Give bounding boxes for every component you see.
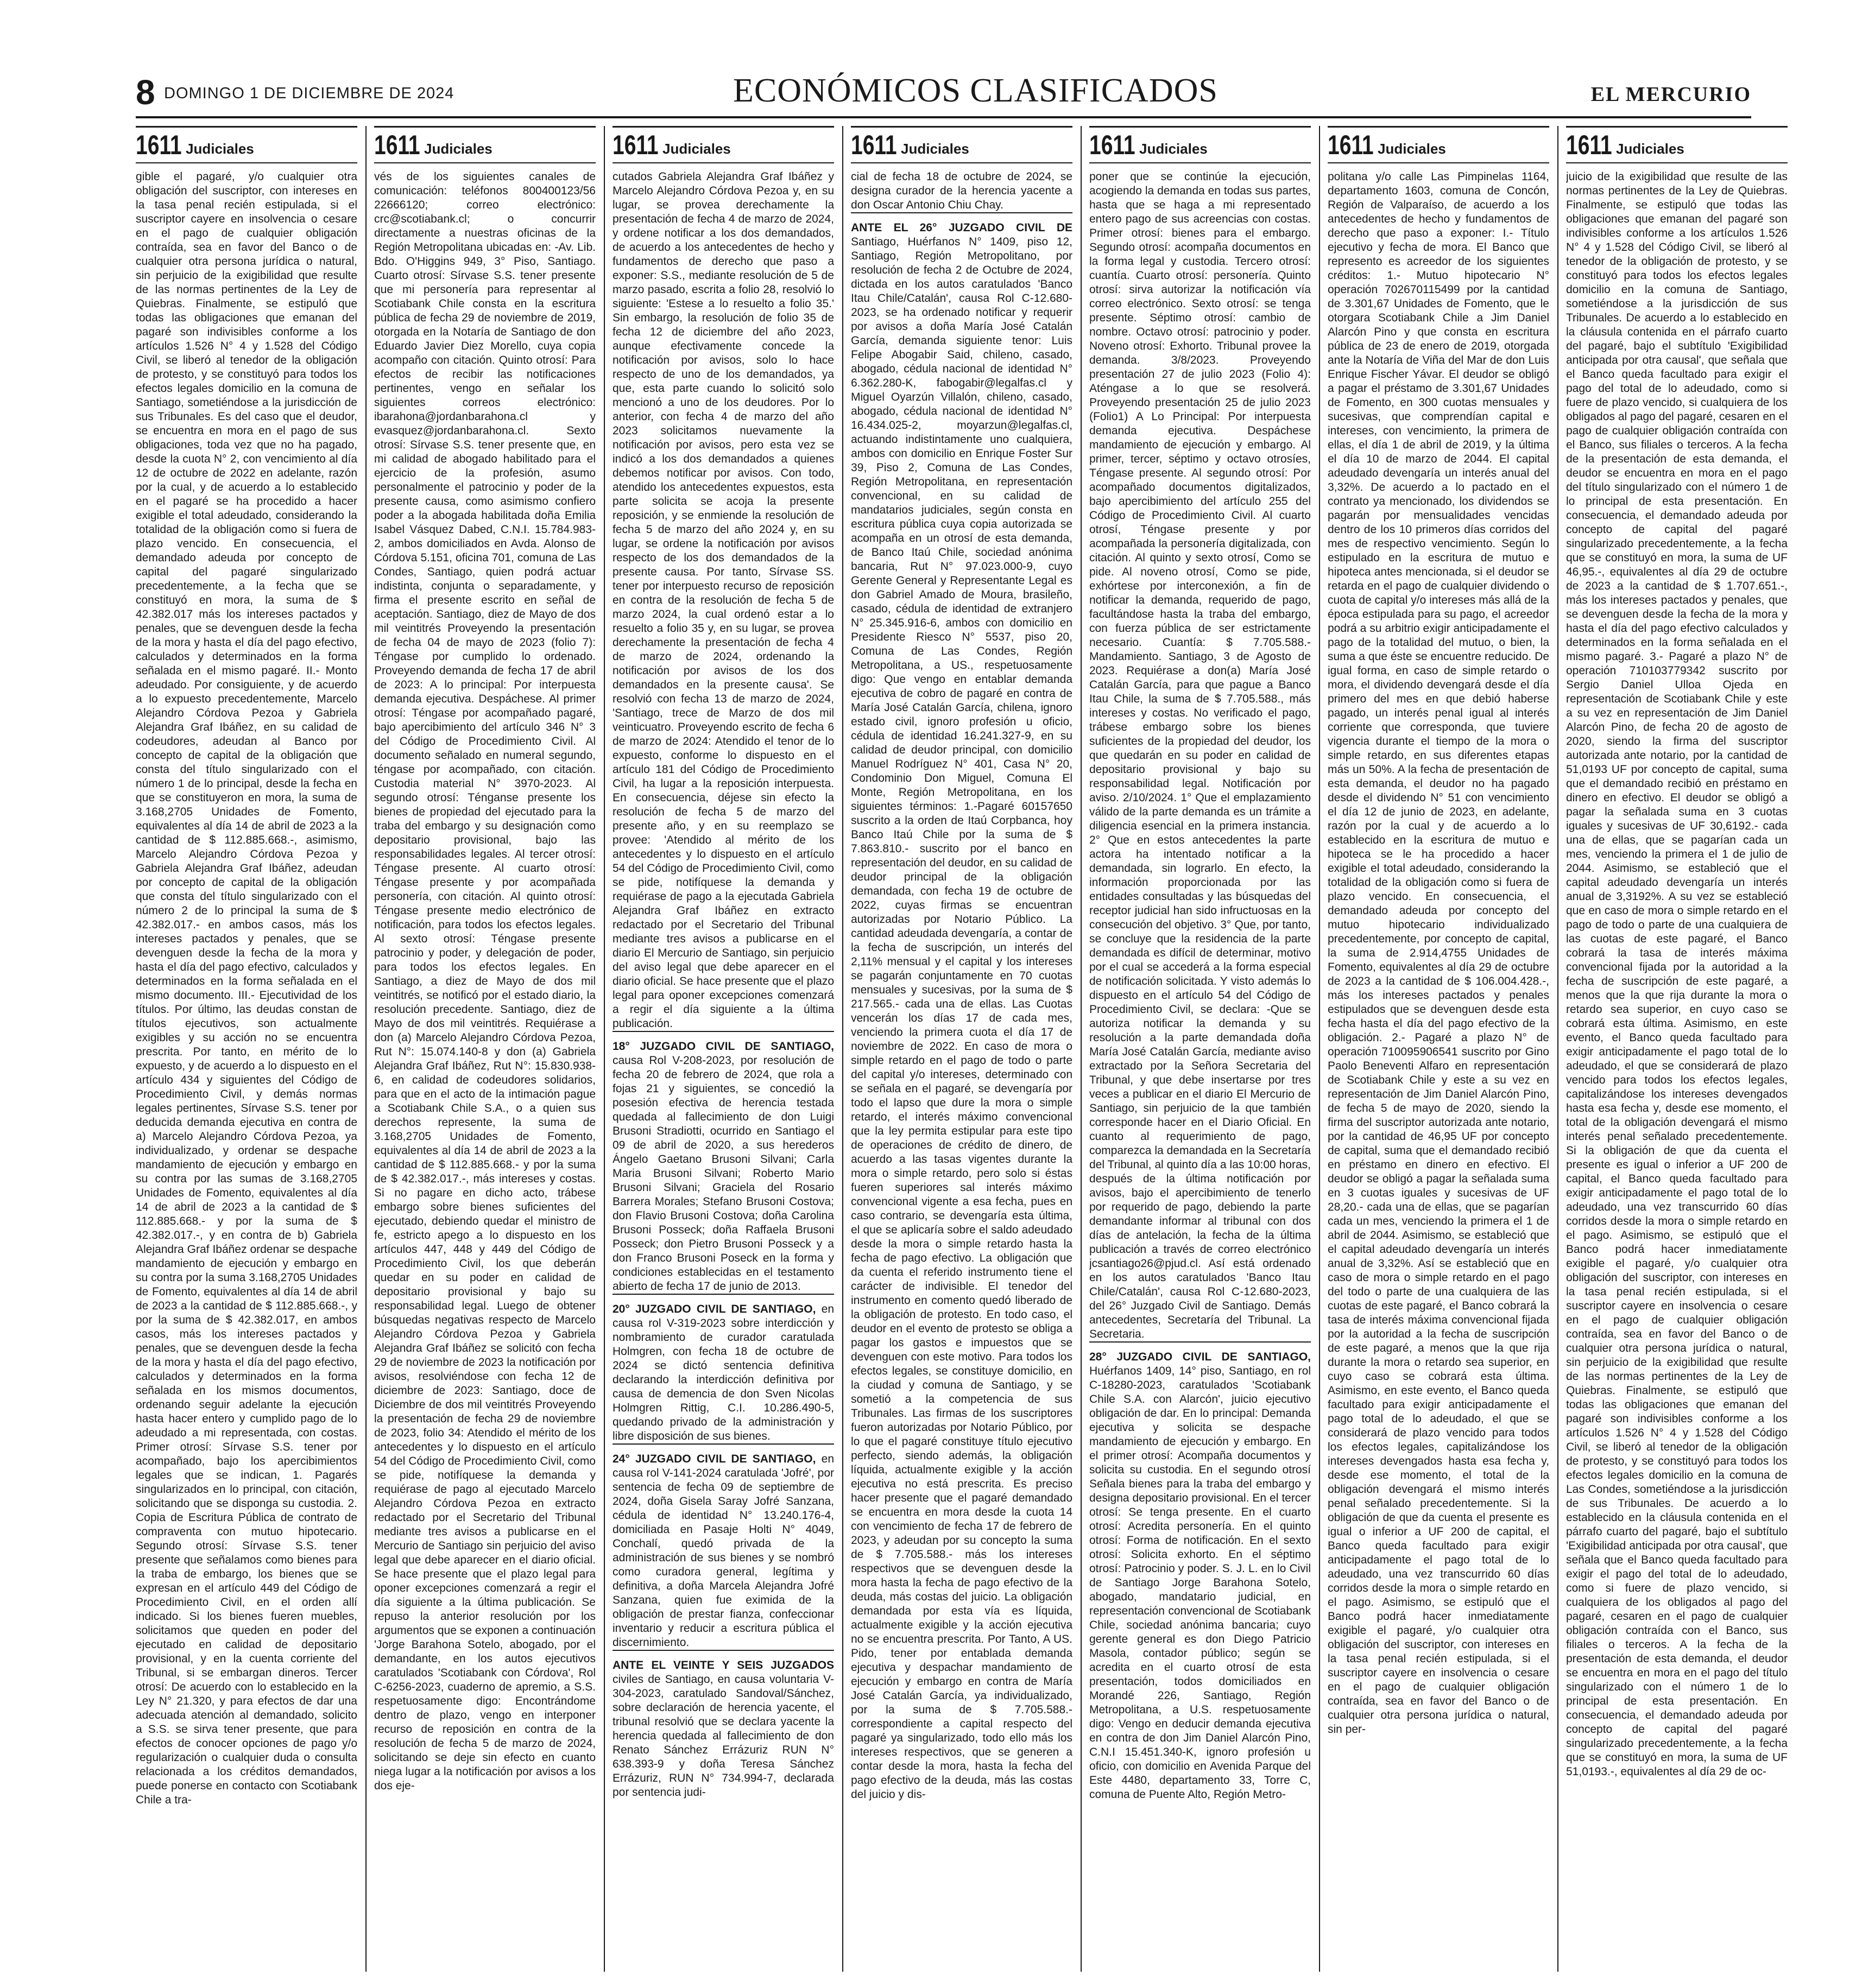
notice-text: poner que se continúe la ejecución, acogiendo la demanda en todas sus partes, hasta que se haga a mi representado entero pago de sus acreencias con costas. Primer otrosí: bienes para el embargo. Segundo otrosí: acompaña documentos en la forma legal y custodia. Tercero otrosí: cuantía. Cuarto otrosí: personería. Quinto otrosí: sirva autorizar la notificación vía correo electrónico. Sexto otrosí: se tenga presente. Séptimo otrosí: cambio de nombre. Octavo otrosí: patrocinio y poder. Noveno otrosí: Exhorto. Tribunal provee la demanda. 3/8/2023. Proveyendo presentación 27 de julio 2023 (Folio 4): Aténgase a lo que se resolverá. Proveyendo presentación 25 de julio 2023 (Folio1) A Lo Principal: Por interpuesta demanda ejecutiva. Despáchese mandamiento de ejecución y embargo. Al primer, tercer, séptimo y octavo otrosíes, Téngase presente. Al segundo otrosí: Por acompañado documentos digitalizados, bajo apercibimiento del artículo 255 del Código de Procedimiento Civil. Al cuarto otrosí, Téngase presente y por acompañada la personería digitalizada, con citación. Al quinto y sexto otrosí, Como se pide. Al noveno otrosí, Como se pide, exhórtese por interconexión, a fin de notificar la demanda, requerido de pago, facultándose hasta la traba del embargo, con fuerza pública de ser estrictamente necesario. Cuantía: $ 7.705.588.- Mandamiento. Santiago, 3 de Agosto de 2023. Requiérase a don(a) María José Catalán García, para que pague a Banco Itau Chile, la suma de $ 7.705.588., más intereses y costas. No verificado el pago, trábese embargo sobre los bienes suficientes de la propiedad del deudor, los que quedarán en su poder en calidad de depositario provisional y bajo su responsabilidad legal. Notificación por aviso. 2/10/2024. 1° Que el emplazamiento válido de la parte demanda es un trámite a diligencia esencial en la primera instancia. 2° Que en estos antecedentes la parte actora ha intentado notificar a la demandada, sin lograrlo. En efecto, la información proporcionada por las entidades consultadas y las búsquedas del receptor judicial han sido infructuosas en la consecución del objetivo. 3° Que, por tanto, se concluye que la residencia de la parte demandada es difícil de determinar, motivo por el cual se accederá a la forma especial de notificación solicitada. Y visto además lo dispuesto en el artículo 54 del Código de Procedimiento Civil, se declara: -Que se autoriza notificar la demanda y su resolución a la parte demandada doña María José Catalán García, mediante aviso extractado por la Señora Secretaria del Tribunal, y que debe insertarse por tres veces a publicar en el diario El Mercurio de Santiago, sin perjuicio de la que también corresponde hacer en el Diario Oficial. En cuanto al requerimiento de pago, comparezca la demandada en la Secretaría del Tribunal, al quinto día a las 10:00 horas, después de la última notificación por avisos, bajo el apercibimiento de tenerlo por requerido de pago, debiendo la parte demandante informar al tribunal con dos días de antelación, la fecha de la última publicación a través de correo electrónico jcsantiago26@pjud.cl. Así está ordenado en los autos caratulados 'Banco Itau Chile/Catalán', causa Rol C-12.680-2023, del 26° Juzgado Civil de Santiago. Demás antecedentes, Secretaría del Tribunal. La Secretaria. bbox=[1089, 170, 1311, 1340]
notice-heading: 24° JUZGADO CIVIL DE SANTIAGO, bbox=[613, 1453, 816, 1465]
legal-notice bbox=[1566, 170, 1788, 1779]
column-header bbox=[1328, 126, 1549, 163]
column-body bbox=[1089, 170, 1311, 1802]
notice-text: politana y/o calle Las Pimpinelas 1164, departamento 1603, comuna de Concón, Región de Valparaíso, de acuerdo a los antecedentes de hecho y fundamentos de derecho que paso a exponer: I.- Título ejecutivo y fecha de mora. El Banco que represento es acreedor de los siguientes créditos: 1.- Mutuo hipotecario N° operación 702670115499 por la cantidad de 3.301,67 Unidades de Fomento, que le otorgara Scotiabank Chile a Jim Daniel Alarcón Pino y que consta en escritura pública de 23 de enero de 2019, otorgada ante la Notaría de Viña del Mar de don Luis Enrique Fischer Yávar. El deudor se obligó a pagar el préstamo de 3.301,67 Unidades de Fomento, en 300 cuotas mensuales y sucesivas, que comprendían capital e intereses, con vencimiento, la primera de ellas, el día 1 de abril de 2019, y la última el día 10 de marzo de 2044. El capital adeudado devengaría un interés anual del 3,32%. De acuerdo a lo pactado en el contrato ya mencionado, los dividendos se pagarán por mensualidades vencidas dentro de los 10 primeros días corridos del mes de respectivo vencimiento. Según lo estipulado en la escritura de mutuo e hipoteca antes mencionada, si el deudor se retarda en el pago de cualquier dividendo o cuota de capital y/o intereses más allá de la época estipulada para su pago, el acreedor podrá a su arbitrio exigir anticipadamente el pago de la totalidad del mutuo, o bien, la suma a que éste se encuentre reducido. De igual forma, en caso de simple retardo o mora, el dividendo devengará desde el día primero del mes en que debió haberse pagado, un interés penal igual al interés corriente que corresponda, que tuviere vigencia durante el tiempo de la mora o simple retardo, en sus diferentes etapas más un 50%. A la fecha de presentación de esta demanda, el deudor no ha pagado desde el dividendo N° 51 con vencimiento el día 12 de junio de 2023, en adelante, razón por la cual y de acuerdo a lo establecido en la escritura de mutuo e hipoteca se le ha procedido a hacer exigible el total adeudado, considerando la totalidad de la obligación como si fuera de plazo vencido. En consecuencia, el demandado adeuda por concepto del mutuo hipotecario individualizado precedentemente, por concepto de capital, la suma de 2.914,4755 Unidades de Fomento, equivalentes al día 29 de octubre de 2023 a la cantidad de $ 106.004.428.-, más los intereses pactados y penales estipulados que se devenguen desde esta fecha hasta el día del pago efectivo de la obligación. 2.- Pagaré a plazo N° de operación 710095906541 suscrito por Gino Paolo Beneventi Alfaro en representación de Scotiabank Chile y este a su vez en representación de Jim Daniel Alarcón Pino, de fecha 5 de mayo de 2020, siendo la firma del suscriptor autorizada ante notario, por la cantidad de 46,95 UF por concepto de capital, suma que el demandado recibió en préstamo en dinero en efectivo. El deudor se obligó a pagar la señalada suma en 3 cuotas iguales y sucesivas de UF 28,20.- cada una de ellas, que se pagarían cada un mes, venciendo la primera el 1 de abril de 2044. Asimismo, se estableció que el capital adeudado devengaría un interés anual de 3,32%. Así se estableció que en caso de mora o simple retardo en el pago del todo o parte de una cualquiera de las cuotas de este pagaré, el Banco cobrará la tasa de interés máxima convencional fijada por la autoridad a la fecha de suscripción de este pagaré, a menos que la que rija durante la mora o retardo sea superior, en cuyo caso se cobrará esta última. Asimismo, en este evento, el Banco queda facultado para exigir anticipadamente el pago total de lo adeudado, el que se considerará de plazo vencido para todos los efectos legales, capitalizándose los intereses devengados hasta esa fecha y, desde ese momento, el total de la obligación devengará el mismo interés penal señalado precedentemente. Si la obligación de que da cuenta el presente es igual o inferior a UF 200 de capital, el Banco queda facultado para exigir anticipadamente el pago total de lo adeudado, una vez transcurrido 60 días corridos desde la mora o simple retardo en el pago. Asimismo, se estipuló que el Banco podrá hacer inmediatamente exigible el pagaré, y/o cualquier otra obligación del suscriptor, con intereses en la tasa penal recién estipulada, si el suscriptor cayere en insolvencia o cesare en el pago de cualquier obligación contraída, sea en favor del Banco o de cualquier otra persona jurídica o natural, sin per- bbox=[1328, 170, 1549, 1736]
section-label: Judiciales bbox=[186, 141, 254, 157]
section-label: Judiciales bbox=[1616, 141, 1684, 157]
section-code: 1611 bbox=[851, 130, 897, 160]
section-title: ECONÓMICOS CLASIFICADOS bbox=[733, 72, 1218, 109]
column-divider bbox=[1557, 126, 1558, 1972]
notice-text: cial de fecha 18 de octubre de 2024, se designa curador de la herencia yacente a don Oscar Antonio Chiu Chay. bbox=[851, 170, 1072, 211]
legal-notice bbox=[851, 170, 1072, 212]
legal-notice bbox=[136, 170, 357, 1807]
section-code: 1611 bbox=[1089, 130, 1135, 160]
legal-notice bbox=[1328, 170, 1549, 1737]
legal-notice bbox=[1089, 1341, 1311, 1802]
notice-text: cutados Gabriela Alejandra Graf Ibáñez y Marcelo Alejandro Córdova Pezoa y, en su lugar, se provea derechamente la presentación de fecha 4 de marzo de 2024, y ordene notificar a los dos demandados, de acuerdo a los antecedentes de hecho y fundamentos de derecho que paso a exponer: S.S., mediante resolución de 5 de marzo pasado, escrita a folio 28, resolvió lo siguiente: 'Estese a lo resuelto a folio 35.' Sin embargo, la resolución de folio 35 de fecha 12 de diciembre del año 2023, aunque efectivamente concede la notificación por avisos, solo lo hace respecto de uno de los demandados, ya que, esta parte cuando lo solicitó solo mencionó a uno de los deudores. Por lo anterior, con fecha 4 de marzo del año 2023 solicitamos nuevamente la notificación por avisos, pero esta vez se indicó a los dos demandados a quienes debemos notificar por avisos. Con todo, atendido los antecedentes expuestos, esta parte solicita se acoja la presente reposición, y se enmiende la resolución de fecha 5 de marzo del año 2024 y, en su lugar, se ordene la notificación por avisos respecto de los dos demandados de la presente causa. Por tanto, Sírvase SS. tener por interpuesto recurso de reposición en contra de la resolución de fecha 5 de marzo 2024, la cual ordenó estar a lo resuelto a folio 35 y, en su lugar, se provea derechamente la presentación de fecha 4 de marzo de 2024, ordenando la notificación por avisos de los dos demandados en la presente causa'. Se resolvió con fecha 13 de marzo de 2024, 'Santiago, trece de Marzo de dos mil veinticuatro. Proveyendo escrito de fecha 6 de marzo de 2024: Atendido el tenor de lo expuesto, conforme lo dispuesto en el artículo 181 del Código de Procedimiento Civil, ha lugar a la reposición interpuesta. En consecuencia, déjese sin efecto la resolución de fecha 5 de marzo del presente año, y en su reemplazo se provee: 'Atendido al mérito de los antecedentes y lo dispuesto en el artículo 54 del Código de Procedimiento Civil, como se pide, notifíquese la demanda y requiérase de pago a la ejecutada Gabriela Alejandra Graf Ibáñez en extracto redactado por el Secretario del Tribunal mediante tres avisos a publicarse en el diario El Mercurio de Santiago, sin perjuicio del aviso legal que debe aparecer en el diario oficial. Se hace presente que el plazo legal para oponer excepciones comenzará a regir el día siguiente a la última publicación. bbox=[613, 170, 834, 1030]
column-body bbox=[851, 170, 1072, 1802]
section-code: 1611 bbox=[1328, 130, 1374, 160]
notice-heading: ANTE EL 26° JUZGADO CIVIL DE bbox=[851, 221, 1072, 234]
classified-column bbox=[613, 126, 834, 1972]
notice-text: causa Rol V-208-2023, por resolución de fecha 20 de febrero de 2024, que rola a fojas 21 y siguientes, se concedió la posesión efectiva de herencia testada quedada al fallecimiento de don Luigi Brusoni Stradiotti, ocurrido en Santiago el 09 de abril de 2020, a sus herederos Ángelo Gaetano Brusoni Silvani; Carla Maria Brusoni Silvani; Roberto Mario Brusoni Silvani; Graciela del Rosario Barrera Morales; Stefano Brusoni Costova; don Flavio Brusoni Costova; doña Carolina Brusoni Posseck; doña Raffaela Brusoni Posseck; don Pietro Brusoni Posseck y a don Franco Brusoni Poseck en la forma y condiciones establecidas en el testamento abierto de fecha 17 de junio de 2013. bbox=[613, 1054, 834, 1293]
notice-heading: 20° JUZGADO CIVIL DE SANTIAGO, bbox=[613, 1303, 816, 1315]
legal-notice bbox=[1089, 170, 1311, 1341]
section-label: Judiciales bbox=[1378, 141, 1446, 157]
page-number: 8 bbox=[136, 73, 155, 112]
notice-text: en causa rol V-319-2023 sobre interdicción y nombramiento de curador caratulada Holmgren, con fecha 18 de octubre de 2024 se dictó sentencia definitiva declarando la interdicción definitiva por causa de demencia de don Sven Nicolas Holmgren Rittig, C.I. 10.286.490-5, quedando privado de la administración y libre disposición de sus bienes. bbox=[613, 1303, 834, 1442]
notice-text: Santiago, Huérfanos N° 1409, piso 12, Santiago, Región Metropolitano, por resolución de fecha 2 de Octubre de 2024, dictada en los autos caratulados 'Banco Itau Chile/Catalán', causa Rol C-12.680-2023, se ha ordenado notificar y requerir por avisos a doña María José Catalán García, demanda siguiente tenor: Luis Felipe Abogabir Said, chileno, casado, abogado, cédula nacional de identidad N° 6.362.280-K, fabogabir@legalfas.cl y Miguel Oyarzún Villalón, chileno, casado, abogado, cédula nacional de identidad N° 16.434.025-2, moyarzun@legalfas.cl, actuando indistintamente uno cualquiera, ambos con domicilio en Enrique Foster Sur 39, Piso 2, Comuna de Las Condes, Región Metropolitana, en representación convencional, en su calidad de mandatarios judiciales, según consta en escritura pública cuya copia autorizada se acompaña en un otrosí de esta demanda, de Banco Itaú Chile, sociedad anónima bancaria, Rut N° 97.023.000-9, cuyo Gerente General y Representante Legal es don Gabriel Amado de Moura, brasileño, casado, cédula de identidad de extranjero N° 25.345.916-6, ambos con domicilio en Presidente Riesco N° 5537, piso 20, Comuna de Las Condes, Región Metropolitana, a US., respetuosamente digo: Que vengo en entablar demanda ejecutiva de cobro de pagaré en contra de María José Catalán García, chilena, ignoro estado civil, ignoro profesión u oficio, cédula de identidad 16.241.327-9, en su calidad de deudor principal, con domicilio Manuel Rodríguez N° 401, Casa N° 20, Condominio Don Miguel, Comuna El Monte, Región Metropolitana, en los siguientes términos: 1.-Pagaré 60157650 suscrito a la orden de Itaú Corpbanca, hoy Banco Itaú Chile por la suma de $ 7.863.810.- suscrito por el banco en representación del deudor, en su calidad de deudor principal de la obligación demandada, con fecha 19 de octubre de 2022, cuyas firmas se encuentran autorizadas por Notario Público. La cantidad adeudada devengaría, a contar de la fecha de suscripción, un interés del 2,11% mensual y el capital y los intereses se pagarán conjuntamente en 70 cuotas mensuales y sucesivas, por la suma de $ 217.565.- cada una de ellas. Las Cuotas vencerán los días 17 de cada mes, venciendo la primera cuota el día 17 de noviembre de 2022. En caso de mora o simple retardo en el pago de todo o parte del capital y/o intereses, determinado con se señala en el pagaré, se devengaría por todo el lapso que dure la mora o simple retardo, el interés máximo convencional que la ley permita estipular para este tipo de operaciones de crédito de dinero, de acuerdo a las tasas vigentes durante la mora o simple retardo, pero solo si éstas fueren superiores sal interés máximo convencional vigente a esa fecha, pues en caso contrario, se devengaría esta última, el que se aplicaría sobre el saldo adeudado desde la mora o simple retardo hasta la fecha de pago efectivo. La obligación que da cuenta el referido instrumento tiene el carácter de indivisible. El tenedor del instrumento en comento quedó liberado de la obligación de protesto. En todo caso, el deudor en el evento de protesto se obliga a pagar los gastos e impuestos que se devenguen con este motivo. Para todos los efectos legales, se constituye domicilio, en la ciudad y comuna de Santiago, y se sometió a la competencia de sus Tribunales. Las firmas de los suscriptores fueron autorizadas por Notario Público, por lo que el pagaré constituye título ejecutivo perfecto, siendo además, la obligación líquida, actualmente exigible y la acción ejecutiva no está prescrita. Es preciso hacer presente que el pagaré demandado se encuentra en mora desde la cuota 14 con vencimiento de fecha 17 de febrero de 2023, y adeudan por su concepto la suma de $ 7.705.588.- más los intereses respectivos que se devenguen desde la mora hasta la fecha de pago efectivo de la deuda, más costas del juicio. La obligación demandada por esta vía es líquida, actualmente exigible y la acción ejecutiva no se encuentra prescrita. Por Tanto, A US. Pido, tener por entablada demanda ejecutiva y despachar mandamiento de ejecución y embargo en contra de María José Catalán García, ya individualizado, por la suma de $ 7.705.588.- correspondiente a capital respecto del pagaré ya singularizado, todo ello más los intereses respectivos, que se generen a contar desde la mora, hasta la fecha del pago efectivo de la deuda, más las costas del juicio y dis- bbox=[851, 236, 1072, 1801]
section-code: 1611 bbox=[374, 130, 420, 160]
column-header bbox=[1089, 126, 1311, 163]
legal-notice bbox=[613, 1650, 834, 1800]
classified-column bbox=[374, 126, 596, 1972]
column-header bbox=[374, 126, 596, 163]
column-divider bbox=[604, 126, 605, 1972]
legal-notice bbox=[613, 1294, 834, 1443]
classified-column bbox=[1566, 126, 1788, 1972]
section-code: 1611 bbox=[136, 130, 182, 160]
classified-column bbox=[1328, 126, 1549, 1972]
notice-text: vés de los siguientes canales de comunicación: teléfonos 800400123/56 22666120; correo electrónico: crc@scotiabank.cl; o concurrir directamente a nuestras oficinas de la Región Metropolitana ubicadas en: -Av. Lib. Bdo. O'Higgins 949, 3° Piso, Santiago. Cuarto otrosí: Sírvase S.S. tener presente que mi personería para representar al Scotiabank Chile consta en la escritura pública de fecha 29 de noviembre de 2019, otorgada en la Notaría de Santiago de don Eduardo Javier Diez Morello, cuya copia acompaño con citación. Quinto otrosí: Para efectos de recibir las notificaciones pertinentes, vengo en señalar los siguientes correos electrónico: ibarahona@jordanbarahona.cl y evasquez@jordanbarahona.cl. Sexto otrosí: Sírvase S.S. tener presente que, en mi calidad de abogado habilitado para el ejercicio de la profesión, asumo personalmente el patrocinio y poder de la presente causa, como asimismo confiero poder a la abogada habilitada doña Emilia Isabel Vásquez Dabed, C.N.I. 15.784.983-2, ambos domiciliados en Avda. Alonso de Córdova 5.151, oficina 701, comuna de Las Condes, Santiago, quien podrá actuar indistinta, conjunta o separadamente, y firma el presente escrito en señal de aceptación. Santiago, diez de Mayo de dos mil veintitrés Proveyendo la presentación de fecha 04 de mayo de 2023 (folio 7): Téngase por cumplido lo ordenado. Proveyendo demanda de fecha 17 de abril de 2023: A lo principal: Por interpuesta demanda ejecutiva. Despáchese. Al primer otrosí: Téngase por acompañado pagaré, bajo apercibimiento del artículo 346 N° 3 del Código de Procedimiento Civil. Al documento señalado en numeral segundo, téngase por acompañado, con citación. Custodia material N° 3970-2023. Al segundo otrosí: Ténganse presente los bienes de propiedad del ejecutado para la traba del embargo y su designación como depositario provisional, bajo las responsabilidades legales. Al tercer otrosí: Téngase presente. Al cuarto otrosí: Téngase presente y por acompañada personería, con citación. Al quinto otrosí: Téngase presente medio electrónico de notificación, para todos los efectos legales. Al sexto otrosí: Téngase presente patrocinio y poder, y delegación de poder, para todos los efectos legales. En Santiago, a diez de Mayo de dos mil veintitrés, se notificó por el estado diario, la resolución precedente. Santiago, diez de Mayo de dos mil veintitrés. Requiérase a don (a) Marcelo Alejandro Córdova Pezoa, Rut N°: 15.074.140-8 y don (a) Gabriela Alejandra Graf Ibáñez, Rut N°: 15.830.938-6, en calidad de codeudores solidarios, para que en el acto de la intimación pague a Scotiabank Chile S.A., o a quien sus derechos represente, la suma de 3.168,2705 Unidades de Fomento, equivalentes al día 14 de abril de 2023 a la cantidad de $ 112.885.668.- y por la suma de $ 42.382.017.-, más intereses y costas. Si no pagare en dicho acto, trábese embargo sobre bienes suficientes del ejecutado, debiendo quedar el ministro de fe, estricto apego a lo dispuesto en los artículos 447, 448 y 449 del Código de Procedimiento Civil, los que deberán quedar en su poder en calidad de depositario provisional y bajo su responsabilidad legal. Luego de obtener búsquedas negativas respecto de Marcelo Alejandro Córdova Pezoa y Gabriela Alejandra Graf Ibáñez se solicitó con fecha 29 de noviembre de 2023 la notificación por avisos, resolviéndose con fecha 12 de diciembre de 2023: Santiago, doce de Diciembre de dos mil veintitrés Proveyendo la presentación de fecha 29 de noviembre de 2023, folio 34: Atendido el mérito de los antecedentes y lo dispuesto en el artículo 54 del Código de Procedimiento Civil, como se pide, notifíquese la demanda y requiérase de pago al ejecutado Marcelo Alejandro Córdova Pezoa en extracto redactado por el Secretario del Tribunal mediante tres avisos a publicarse en el Mercurio de Santiago sin perjuicio del aviso legal que debe aparecer en el diario oficial. Se hace presente que el plazo legal para oponer excepciones comenzará a regir el día siguiente a la última publicación. Se repuso la anterior resolución por los argumentos que se exponen a continuación 'Jorge Barahona Sotelo, abogado, por el demandante, en los autos ejecutivos caratulados 'Scotiabank con Córdova', Rol C-6256-2023, cuaderno de apremio, a S.S. respetuosamente digo: Encontrándome dentro de plazo, vengo en interponer recurso de reposición en contra de la resolución de fecha 5 de marzo de 2024, solicitando se deje sin efecto en cuanto niega lugar a la notificación por avisos a los dos eje- bbox=[374, 170, 596, 1792]
column-header bbox=[136, 126, 357, 163]
notice-text: juicio de la exigibilidad que resulte de las normas pertinentes de la Ley de Quiebras. Finalmente, se estipuló que todas las obligaciones que emanan del pagaré son indivisibles conforme a los artículos 1.526 N° 4 y 1.528 del Código Civil, se liberó al tenedor de la obligación de protesto, y se constituyó para todos los efectos legales domicilio en la comuna de Santiago, sometiéndose a la jurisdicción de sus Tribunales. De acuerdo a lo establecido en la cláusula contenida en el párrafo cuarto del pagaré, bajo el subtítulo 'Exigibilidad anticipada por otra causal', que señala que el Banco queda facultado para exigir el pago del total de lo adeudado, como si fuere de plazo vencido, si cualquiera de los obligados al pago del pagaré, cesaren en el pago de cualquier obligación contraída con el Banco, sus filiales o terceros. A la fecha de la presentación de esta demanda, el deudor se encuentra en mora en el pago del título singularizado con el número 1 de lo principal de esta presentación. En consecuencia, el demandado adeuda por concepto de capital del pagaré singularizado precedentemente, a la fecha que se constituyó en mora, la suma de UF 46,95.-, equivalentes al día 29 de octubre de 2023 a la cantidad de $ 1.707.651.-, más los intereses pactados y penales, que se devenguen desde la fecha de la mora y hasta el día del pago efectivo calculados y determinados en la forma señalada en el mismo pagaré. 3.- Pagaré a plazo N° de operación 710103779342 suscrito por Sergio Daniel Ulloa Ojeda en representación de Scotiabank Chile y este a su vez en representación de Jim Daniel Alarcón Pino, de fecha 20 de agosto de 2020, siendo la firma del suscriptor autorizada ante notario, por la cantidad de 51,0193 UF por concepto de capital, suma que el demandado recibió en préstamo en dinero en efectivo. El deudor se obligó a pagar la señalada suma en 3 cuotas iguales y sucesivas de UF 30,6192.- cada una de ellas, que se pagarían cada un mes, venciendo la primera el 1 de julio de 2044. Asimismo, se estableció que el capital adeudado devengaría un interés anual de 3,3192%. A su vez se estableció que en caso de mora o simple retardo en el pago de todo o parte de una cualquiera de las cuotas de este pagaré, el Banco cobrará la tasa de interés máxima convencional fijada por la autoridad a la fecha de suscripción de este pagaré, a menos que la que rija durante la mora o retardo sea superior, en cuyo caso se cobrará esta última. Asimismo, en este evento, el Banco queda facultado para exigir anticipadamente el pago total de lo adeudado, el que se considerará de plazo vencido para todos los efectos legales, capitalizándose los intereses devengados hasta esa fecha y, desde ese momento, el total de la obligación devengará el mismo interés penal señalado precedentemente. Si la obligación de que da cuenta el presente es igual o inferior a UF 200 de capital, el Banco queda facultado para exigir anticipadamente el pago total de lo adeudado, una vez transcurrido 60 días corridos desde la mora o simple retardo en el pago. Asimismo, se estipuló que el Banco podrá hacer inmediatamente exigible el pagaré, y/o cualquier otra obligación del suscriptor, con intereses en la tasa penal recién estipulada, si el suscriptor cayere en insolvencia o cesare en el pago de cualquier obligación contraída, sea en favor del Banco o de cualquier otra persona jurídica o natural, sin perjuicio de la exigibilidad que resulte de las normas pertinentes de la Ley de Quiebras. Finalmente, se estipuló que todas las obligaciones que emanan del pagaré son indivisibles conforme a los artículos 1.526 N° 4 y 1.528 del Código Civil, se liberó al tenedor de la obligación de protesto, y se constituyó para todos los efectos legales domicilio en la comuna de Las Condes, sometiéndose a la jurisdicción de sus Tribunales. De acuerdo a lo establecido en la cláusula contenida en el párrafo cuarto del pagaré, bajo el subtítulo 'Exigibilidad anticipada por otra causal', que señala que el Banco queda facultado para exigir el pago del total de lo adeudado, como si fuere de plazo vencido, si cualquiera de los obligados al pago del pagaré, cesaren en el pago de cualquier obligación contraída con el Banco, sus filiales o terceros. A la fecha de la presentación de esta demanda, el deudor se encuentra en mora en el pago del título singularizado con el número 1 de lo principal de esta presentación. En consecuencia, el demandado adeuda por concepto de capital del pagaré singularizado precedentemente, a la fecha que se constituyó en mora, la suma de UF 51,0193.-, equivalentes al día 29 de oc- bbox=[1566, 170, 1788, 1778]
column-body bbox=[613, 170, 834, 1800]
section-label: Judiciales bbox=[662, 141, 731, 157]
notice-text: gible el pagaré, y/o cualquier otra obligación del suscriptor, con intereses en la tasa penal recién estipulada, si el suscriptor cayere en insolvencia o cesare en el pago de cualquier obligación contraída, sea en favor del Banco o de cualquier otra persona jurídica o natural, sin perjuicio de la exigibilidad que resulte de las normas pertinentes de la Ley de Quiebras. Finalmente, se estipuló que todas las obligaciones que emanan del pagaré son indivisibles conforme a los artículos 1.526 N° 4 y 1.528 del Código Civil, se liberó al tenedor de la obligación de protesto, y se constituyó para todos los efectos legales domicilio en la comuna de Santiago, sometiéndose a la jurisdicción de sus Tribunales. Es del caso que el deudor, se encuentra en mora en el pago de sus obligaciones, toda vez que no ha pagado, desde la cuota N° 2, con vencimiento al día 12 de octubre de 2022 en adelante, razón por la cual, y de acuerdo a lo establecido en el pagaré se ha procedido a hacer exigible el total adeudado, considerando la totalidad de la obligación como si fuera de plazo vencido. En consecuencia, el demandado adeuda por concepto de capital del pagaré singularizado precedentemente, a la fecha que se constituyó en mora, la suma de $ 42.382.017 más los intereses pactados y penales, que se devenguen desde la fecha de la mora y hasta el día del pago efectivo, calculados y determinados en la forma señalada en el mismo pagaré. II.- Monto adeudado. Por consiguiente, y de acuerdo a lo expuesto precedentemente, Marcelo Alejandro Córdova Pezoa y Gabriela Alejandra Graf Ibáñez, en su calidad de codeudores, adeudan al Banco por concepto de capital de la obligación que consta del título singularizado con el número 1 de lo principal, desde la fecha en que se constituyeron en mora, la suma de 3.168,2705 Unidades de Fomento, equivalentes al día 14 de abril de 2023 a la cantidad de $ 112.885.668.-, asimismo, Marcelo Alejandro Córdova Pezoa y Gabriela Alejandra Graf Ibáñez, adeudan por concepto de capital de la obligación que consta del título singularizado con el número 2 de lo principal la suma de $ 42.382.017.- en ambos casos, más los intereses pactados y penales, que se devenguen desde la fecha de la mora y hasta el día del pago efectivo, calculados y determinados en la forma señalada en el mismo documento. III.- Ejecutividad de los títulos. Por último, las deudas constan de títulos ejecutivos, son actualmente exigibles y su acción no se encuentra prescrita. Por tanto, en mérito de lo expuesto, y de acuerdo a lo dispuesto en el artículo 434 y siguientes del Código de Procedimiento Civil, y demás normas legales pertinentes, Sírvase S.S. tener por deducida demanda ejecutiva en contra de a) Marcelo Alejandro Córdova Pezoa, ya individualizado, y ordenar se despache mandamiento de ejecución y embargo en su contra por las sumas de 3.168,2705 Unidades de Fomento, equivalentes al día 14 de abril de 2023 a la cantidad de $ 112.885.668.- y por la suma de $ 42.382.017.-, y en contra de b) Gabriela Alejandra Graf Ibáñez ordenar se despache mandamiento de ejecución y embargo en su contra por la suma 3.168,2705 Unidades de Fomento, equivalentes al día 14 de abril de 2023 a la cantidad de $ 112.885.668.-, y por la suma de $ 42.382.017, en ambos casos, más los intereses pactados y penales, que se devenguen desde la fecha de la mora y hasta el día del pago efectivo, calculados y determinados en la forma señalada en los mismos documentos, ordenando seguir adelante la ejecución hasta hacer entero y cumplido pago de lo adeudado a mi representada, con costas. Primer otrosí: Sírvase S.S. tener por acompañado, bajo los apercibimientos legales que se indican, 1. Pagarés singularizados en lo principal, con citación, solicitando que se disponga su custodia. 2. Copia de Escritura Pública de contrato de compraventa con mutuo hipotecario. Segundo otrosí: Sírvase S.S. tener presente que señalamos como bienes para la traba de embargo, los bienes que se expresan en el artículo 449 del Código de Procedimiento Civil, en el orden allí indicado. Si los bienes fueren muebles, solicitamos que queden en poder del ejecutado en calidad de depositario provisional, y en la cuenta corriente del Tribunal, si se embargan dineros. Tercer otrosí: De acuerdo con lo establecido en la Ley N° 21.320, y para efectos de dar una adecuada atención al demandado, solicito a S.S. se sirva tener presente, que para efectos de conocer opciones de pago y/o regularización o cualquier duda o consulta relacionada a los créditos demandados, puede ponerse en contacto con Scotiabank Chile a tra- bbox=[136, 170, 357, 1806]
column-body bbox=[136, 170, 357, 1807]
notice-text: Huérfanos 1409, 14° piso, Santiago, en rol C-18280-2023, caratulados 'Scotiabank Chile S.A. con Alarcón', juicio ejecutivo obligación de dar. En lo principal: Demanda ejecutiva y solicita se despache mandamiento de ejecución y embargo. En el primer otrosí: Acompaña documentos y solicita su custodia. En el segundo otrosí Señala bienes para la traba del embargo y designa depositario provisional. En el tercer otrosí: Se tenga presente. En el cuarto otrosí: Acredita personería. En el quinto otrosí: Forma de notificación. En el sexto otrosí: Solicita exhorto. En el séptimo otrosí: Patrocinio y poder. S. J. L. en lo Civil de Santiago Jorge Barahona Sotelo, abogado, mandatario judicial, en representación convencional de Scotiabank Chile, sociedad anónima bancaria; cuyo gerente general es don Diego Patricio Masola, contador público; según se acredita en el cuarto otrosí de esta presentación, todos domiciliados en Morandé 226, Santiago, Región Metropolitana, a U.S. respetuosamente digo: Vengo en deducir demanda ejecutiva en contra de don Jim Daniel Alarcón Pino, C.N.I 15.451.340-K, ignoro profesión u oficio, con domicilio en Avenida Parque del Este 4480, departamento 33, Torre C, comuna de Puente Alto, Región Metro- bbox=[1089, 1365, 1311, 1801]
section-label: Judiciales bbox=[901, 141, 969, 157]
notice-text: en causa rol V-141-2024 caratulada 'Jofré', por sentencia de fecha 09 de septiembre de 2024, doña Gisela Saray Jofré Sanzana, cédula de identidad N° 13.240.176-4, domiciliada en Pasaje Holti N° 4049, Conchalí, quedó privada de la administración de sus bienes y se nombró como curadora general, legítima y definitiva, a doña Marcela Alejandra Jofré Sanzana, quien fue eximida de la obligación de prestar fianza, confeccionar inventario y reducir a escritura pública el discernimiento. bbox=[613, 1453, 834, 1649]
column-divider bbox=[1319, 126, 1320, 1972]
column-divider bbox=[365, 126, 367, 1972]
section-label: Judiciales bbox=[424, 141, 493, 157]
section-code: 1611 bbox=[1566, 130, 1612, 160]
column-header bbox=[851, 126, 1072, 163]
column-divider bbox=[842, 126, 843, 1972]
column-body bbox=[1566, 170, 1788, 1779]
notice-heading: 28° JUZGADO CIVIL DE SANTIAGO, bbox=[1089, 1351, 1311, 1363]
page-date: DOMINGO 1 DE DICIEMBRE DE 2024 bbox=[164, 85, 455, 102]
notice-text: civiles de Santiago, en causa voluntaria V-304-2023, caratulado Sandoval/Sánchez, sobre declaración de herencia yacente, el tribunal resolvió que se declara yacente la herencia quedada al fallecimiento de don Renato Sánchez Errázuriz RUN N° 638.393-9 y doña Teresa Sánchez Errázuriz, RUN N° 734.994-7, declarada por sentencia judi- bbox=[613, 1673, 834, 1799]
column-header bbox=[613, 126, 834, 163]
column-divider bbox=[1081, 126, 1082, 1972]
legal-notice bbox=[374, 170, 596, 1793]
column-header bbox=[1566, 126, 1788, 163]
page-header bbox=[136, 71, 1751, 115]
classified-column bbox=[1089, 126, 1311, 1972]
legal-notice bbox=[613, 170, 834, 1031]
header-rule bbox=[136, 116, 1751, 118]
classified-column bbox=[136, 126, 357, 1972]
section-label: Judiciales bbox=[1139, 141, 1208, 157]
notice-heading: 18° JUZGADO CIVIL DE SANTIAGO, bbox=[613, 1040, 834, 1053]
legal-notice bbox=[851, 212, 1072, 1802]
legal-notice bbox=[613, 1031, 834, 1294]
classified-column bbox=[851, 126, 1072, 1972]
column-body bbox=[1328, 170, 1549, 1737]
column-body bbox=[374, 170, 596, 1793]
section-code: 1611 bbox=[613, 130, 659, 160]
notice-heading: ANTE EL VEINTE Y SEIS JUZGADOS bbox=[613, 1659, 834, 1672]
newspaper-logo: EL MERCURIO bbox=[1590, 83, 1751, 106]
legal-notice bbox=[613, 1443, 834, 1650]
